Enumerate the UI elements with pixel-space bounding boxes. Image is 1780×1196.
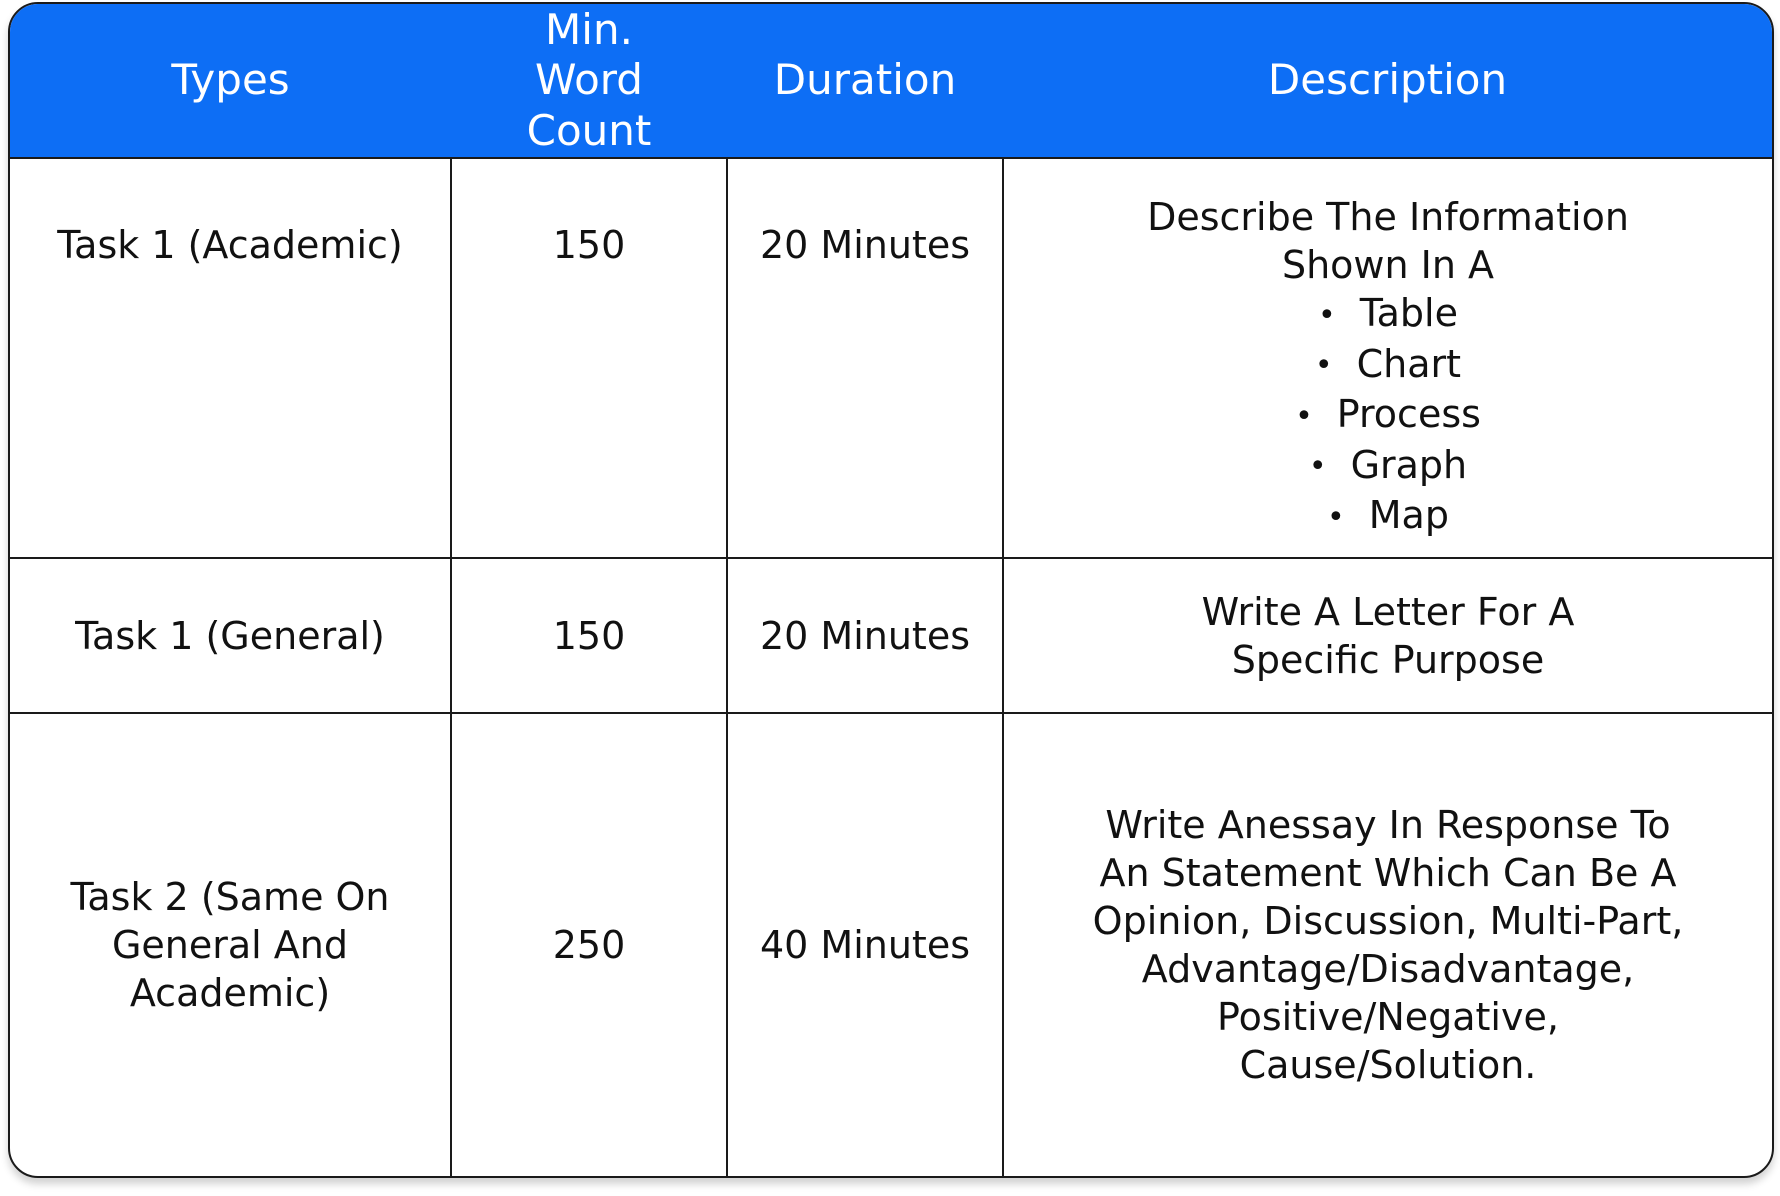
bullet-icon: • (1318, 297, 1336, 333)
cell-description (1003, 158, 1772, 558)
bullet-label: Process (1336, 392, 1481, 436)
bullet-item (1020, 289, 1756, 340)
bullet-icon: • (1327, 499, 1345, 535)
bullet-icon: • (1295, 398, 1313, 434)
cell-type: Task 1 (General) (10, 558, 451, 713)
bullet-item (1020, 491, 1756, 542)
table-row (10, 558, 1772, 713)
cell-min-word-count: 150 (451, 158, 727, 558)
cell-duration: 20 Minutes (727, 558, 1003, 713)
header-description: Description (1003, 4, 1772, 158)
cell-description (1003, 713, 1772, 1176)
cell-duration: 20 Minutes (727, 158, 1003, 558)
table-body (10, 158, 1772, 1176)
bullet-icon: • (1308, 449, 1327, 484)
bullet-label: Table (1359, 291, 1458, 335)
bullet-item (1020, 441, 1756, 492)
bullet-icon: • (1314, 348, 1333, 383)
bullet-label: Chart (1356, 341, 1462, 386)
table-row (10, 158, 1772, 558)
table-row (10, 713, 1772, 1176)
description-text: Describe The Information Shown In A (1147, 195, 1629, 287)
bullet-item (1020, 340, 1756, 391)
header-duration: Duration (727, 4, 1003, 158)
bullet-item (1020, 390, 1756, 441)
header-min-word-count: Min. Word Count (451, 4, 727, 158)
bullet-label: Map (1368, 493, 1449, 537)
description-text: Write Anessay In Response To An Statement Which Can Be A Opinion, Discussion, Multi-Part, Advantage/Disadvantage, Positive/Negative, Cause/Solution. (1092, 803, 1684, 1087)
cell-description (1003, 558, 1772, 713)
task-table (10, 4, 1772, 1176)
table-header (10, 4, 1772, 158)
header-types: Types (10, 4, 451, 158)
cell-min-word-count: 150 (451, 558, 727, 713)
cell-duration: 40 Minutes (727, 713, 1003, 1176)
header-row (10, 4, 1772, 158)
ielts-writing-task-table (8, 2, 1774, 1178)
cell-min-word-count: 250 (451, 713, 727, 1176)
cell-type: Task 2 (Same On General And Academic) (10, 713, 451, 1176)
bullet-label: Graph (1350, 442, 1468, 487)
description-text: Write A Letter For A Specific Purpose (1201, 589, 1575, 682)
description-bullet-list (1020, 289, 1756, 542)
cell-type: Task 1 (Academic) (57, 223, 403, 267)
